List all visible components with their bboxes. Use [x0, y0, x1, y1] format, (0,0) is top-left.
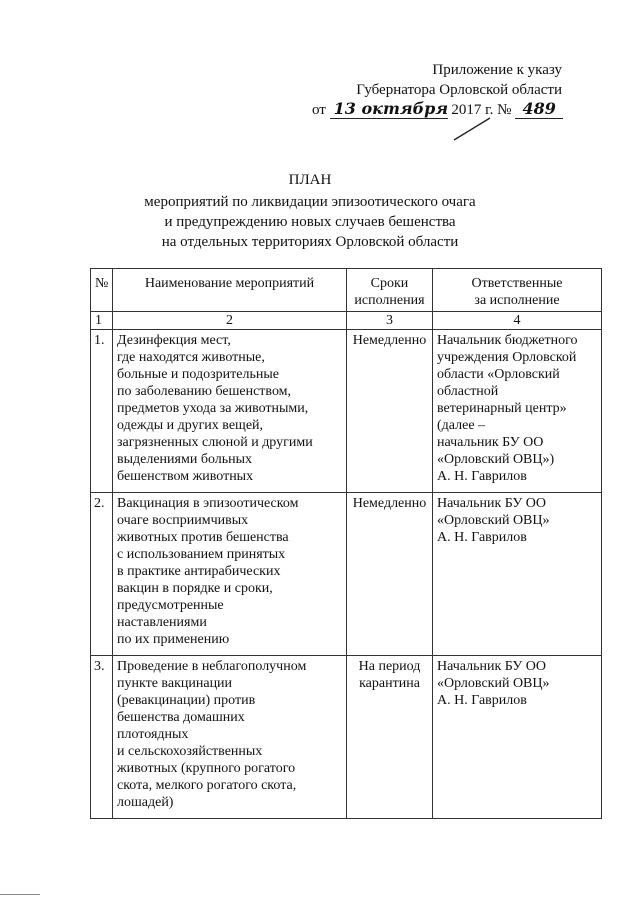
- header-responsible: [433, 269, 602, 312]
- column-number-row: [91, 312, 602, 330]
- colnum-3: 3: [347, 312, 433, 330]
- title-heading: ПЛАН: [288, 172, 332, 188]
- handwritten-date: 13 октября: [330, 100, 448, 119]
- activity-name: [113, 656, 347, 819]
- appendix-block: [312, 60, 562, 120]
- colnum-4: 4: [433, 312, 602, 330]
- activity-name-line: животных (крупного рогатого: [117, 761, 296, 776]
- execution-term: [347, 330, 433, 493]
- responsible-person-line: областной: [437, 384, 499, 399]
- activity-name-line: загрязненных слюной и другими: [117, 435, 313, 450]
- activity-name-line: с использованием принятых: [117, 547, 286, 562]
- activity-name-line: предусмотренные: [117, 598, 224, 613]
- table-row: [91, 656, 602, 819]
- year-text: 2017 г. №: [451, 102, 512, 118]
- header-resp-line-2: за исполнение: [474, 293, 560, 308]
- activity-name-line: одежды и других вещей,: [117, 418, 264, 433]
- table-row: [91, 493, 602, 656]
- colnum-2: 2: [113, 312, 347, 330]
- activity-name-line: больные и подозрительные: [117, 367, 279, 382]
- activity-name-line: где находятся животные,: [117, 350, 265, 365]
- execution-term: [347, 493, 433, 656]
- activity-name-line: лошадей): [117, 795, 174, 810]
- header-name: Наименование мероприятий: [113, 269, 347, 312]
- responsible-person: [433, 330, 602, 493]
- responsible-person-line: Начальник бюджетного: [437, 333, 578, 348]
- activity-name-line: Вакцинация в эпизоотическом: [117, 496, 299, 511]
- appendix-line-2: Губернатора Орловской области: [356, 82, 562, 98]
- responsible-person-line: «Орловский ОВЦ»): [437, 452, 555, 467]
- plan-table: [90, 268, 602, 819]
- responsible-person-line: области «Орловский: [437, 367, 560, 382]
- activity-name-line: плотоядных: [117, 727, 189, 742]
- execution-term-line: Немедленно: [352, 496, 427, 511]
- activity-name: [113, 493, 347, 656]
- responsible-person-line: начальник БУ ОО: [437, 435, 544, 450]
- colnum-1: 1: [91, 312, 113, 330]
- activity-name-line: (ревакцинации) против: [117, 693, 256, 708]
- page-edge-mark: [0, 894, 40, 895]
- activity-name-line: очаге восприимчивых: [117, 513, 249, 528]
- header-terms-line-1: Сроки: [370, 276, 409, 291]
- responsible-person-line: «Орловский ОВЦ»: [437, 676, 550, 691]
- responsible-person-line: учреждения Орловской: [437, 350, 577, 365]
- responsible-person-line: А. Н. Гаврилов: [437, 469, 527, 484]
- activity-name: [113, 330, 347, 493]
- header-resp-line-1: Ответственные: [471, 276, 563, 291]
- activity-name-line: по заболеванию бешенством,: [117, 384, 292, 399]
- activity-name-line: скота, мелкого рогатого скота,: [117, 778, 297, 793]
- appendix-date-line: [312, 100, 562, 120]
- responsible-person: [433, 493, 602, 656]
- header-terms: [347, 269, 433, 312]
- pen-stroke-mark: [450, 116, 492, 142]
- from-prefix: от: [312, 102, 326, 118]
- activity-name-line: наставлениями: [117, 615, 207, 630]
- title-line-1: мероприятий по ликвидации эпизоотического очага: [144, 194, 476, 210]
- execution-term-line: На период: [358, 659, 421, 674]
- responsible-person-line: «Орловский ОВЦ»: [437, 513, 550, 528]
- activity-name-line: в практике антирабических: [117, 564, 281, 579]
- activity-name-line: Проведение в неблагополучном: [117, 659, 307, 674]
- title-line-3: на отдельных территориях Орловской области: [161, 234, 459, 250]
- activity-name-line: Дезинфекция мест,: [117, 333, 231, 348]
- responsible-person-line: А. Н. Гаврилов: [437, 693, 527, 708]
- responsible-person-line: (далее –: [437, 418, 486, 433]
- appendix-line-1: Приложение к указу: [432, 62, 562, 78]
- responsible-person-line: ветеринарный центр»: [437, 401, 567, 416]
- responsible-person-line: Начальник БУ ОО: [437, 659, 546, 674]
- row-number: 3.: [91, 656, 113, 819]
- activity-name-line: предметов ухода за животными,: [117, 401, 309, 416]
- activity-name-line: бешенства домашних: [117, 710, 245, 725]
- header-num: №: [91, 269, 113, 312]
- activity-name-line: вакцин в порядке и сроки,: [117, 581, 273, 596]
- row-number: 1.: [91, 330, 113, 493]
- row-number: 2.: [91, 493, 113, 656]
- execution-term-line: карантина: [359, 676, 420, 691]
- execution-term-line: Немедленно: [352, 333, 427, 348]
- execution-term: [347, 656, 433, 819]
- table-row: [91, 330, 602, 493]
- handwritten-number: 489: [515, 100, 563, 119]
- activity-name-line: выделениями больных: [117, 452, 253, 467]
- activity-name-line: бешенством животных: [117, 469, 254, 484]
- document-title: [100, 170, 520, 252]
- responsible-person-line: А. Н. Гаврилов: [437, 530, 527, 545]
- header-terms-line-2: исполнения: [354, 293, 425, 308]
- responsible-person-line: Начальник БУ ОО: [437, 496, 546, 511]
- activity-name-line: по их применению: [117, 632, 230, 647]
- responsible-person: [433, 656, 602, 819]
- table-header-row: [91, 269, 602, 312]
- activity-name-line: животных против бешенства: [117, 530, 289, 545]
- activity-name-line: и сельскохозяйственных: [117, 744, 263, 759]
- title-line-2: и предупреждению новых случаев бешенства: [164, 214, 456, 230]
- activity-name-line: пункте вакцинации: [117, 676, 233, 691]
